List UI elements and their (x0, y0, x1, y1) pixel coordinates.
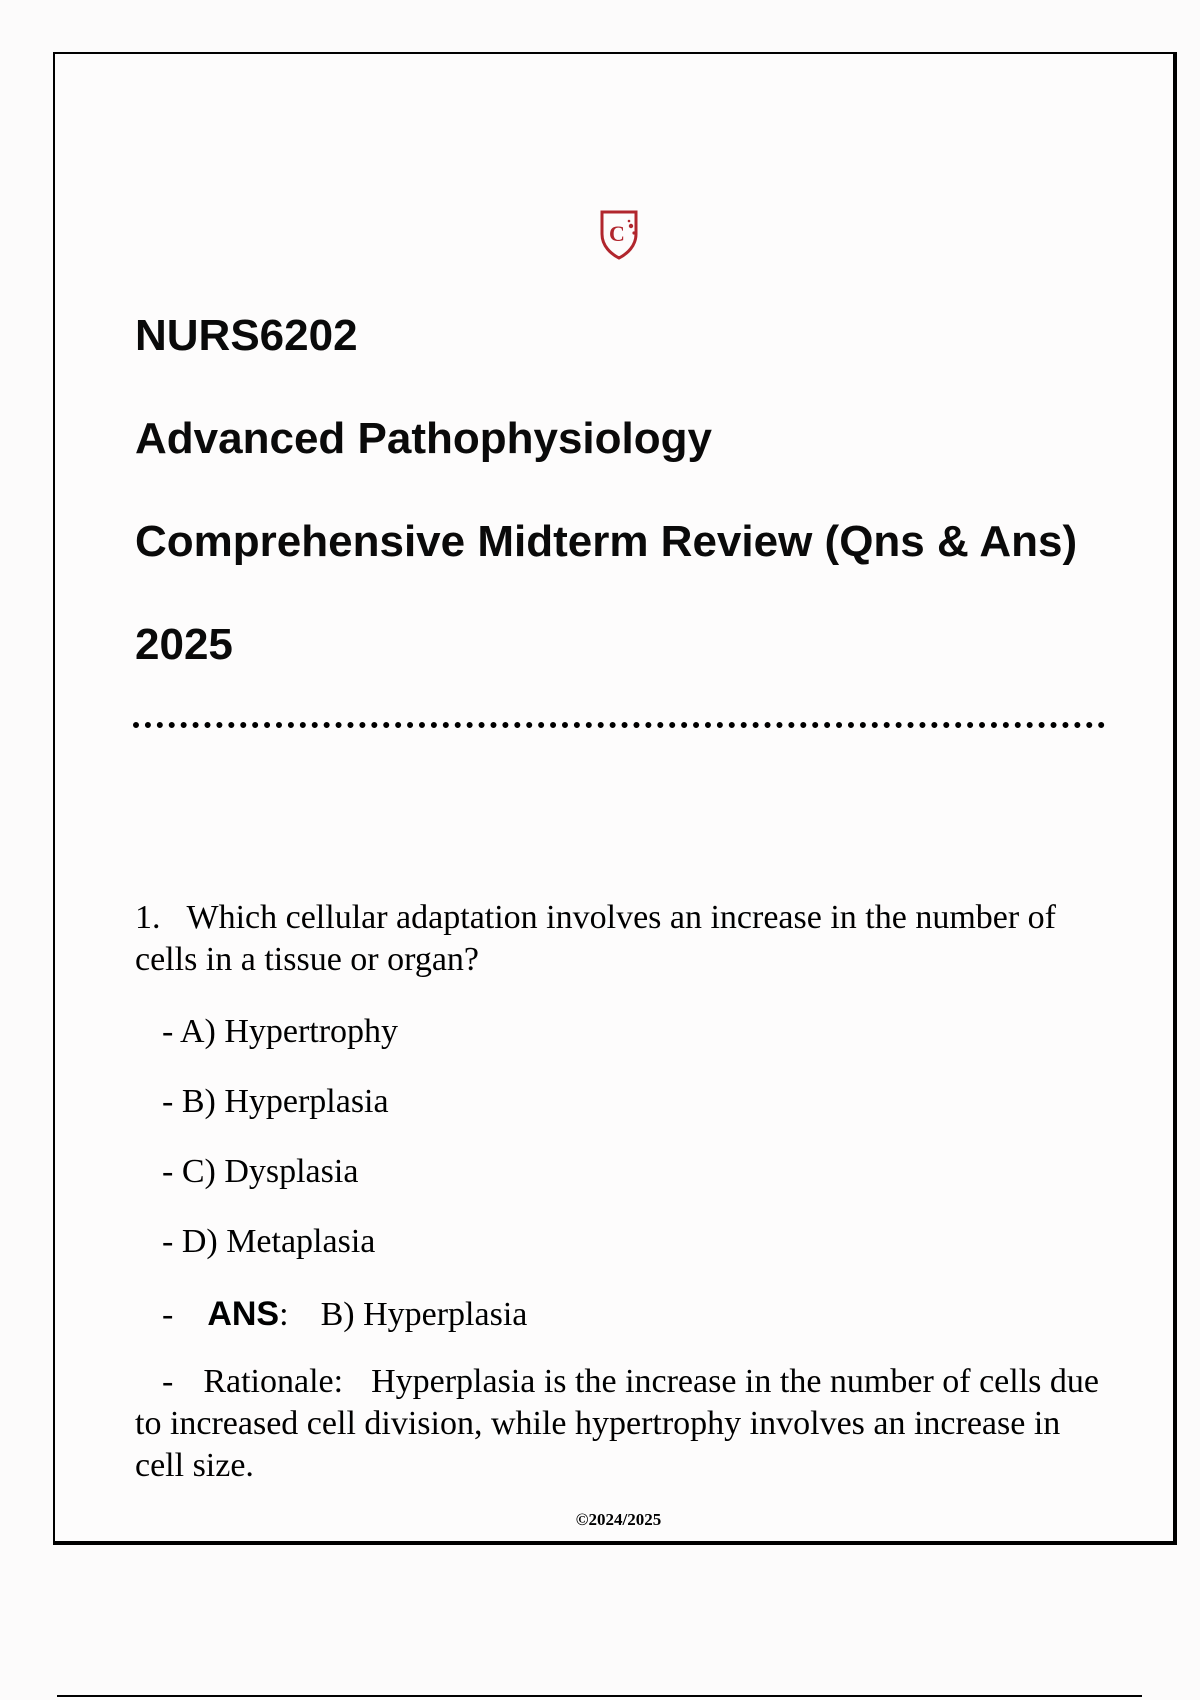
rationale-label: Rationale: (203, 1363, 344, 1400)
document-title: Comprehensive Midterm Review (Qns & Ans) (135, 517, 1078, 566)
answer-options (162, 1008, 398, 1288)
svg-text:C: C (609, 221, 625, 246)
question-body: Which cellular adaptation involves an increase in the number of cells in a tissue or organ? (135, 899, 1057, 978)
bottom-divider (57, 1695, 1142, 1697)
answer-line (162, 1290, 527, 1339)
question-number: 1. (135, 899, 161, 936)
rationale-text: Hyperplasia is the increase in the number of cells due to increased cell division, while hypertrophy involves an increase in cell size. (135, 1363, 1099, 1484)
copyright-footer: ©2024/2025 (575, 1510, 662, 1529)
answer-value: B) Hyperplasia (320, 1296, 528, 1333)
dotted-divider (133, 722, 1105, 728)
course-code: NURS6202 (135, 311, 358, 360)
question-text (135, 897, 1095, 981)
course-title: Advanced Pathophysiology (135, 414, 712, 463)
option-a: - A) Hypertrophy (162, 1013, 399, 1050)
document-year: 2025 (135, 620, 233, 669)
answer-label: ANS (207, 1295, 280, 1333)
option-c: - C) Dysplasia (162, 1153, 359, 1190)
answer-colon: : (279, 1296, 289, 1333)
rationale-dash: - (162, 1363, 174, 1400)
option-b: - B) Hyperplasia (162, 1083, 389, 1120)
rationale-paragraph (135, 1361, 1110, 1487)
option-d: - D) Metaplasia (162, 1223, 376, 1260)
shield-logo-icon (596, 208, 644, 262)
answer-dash: - (162, 1296, 174, 1333)
